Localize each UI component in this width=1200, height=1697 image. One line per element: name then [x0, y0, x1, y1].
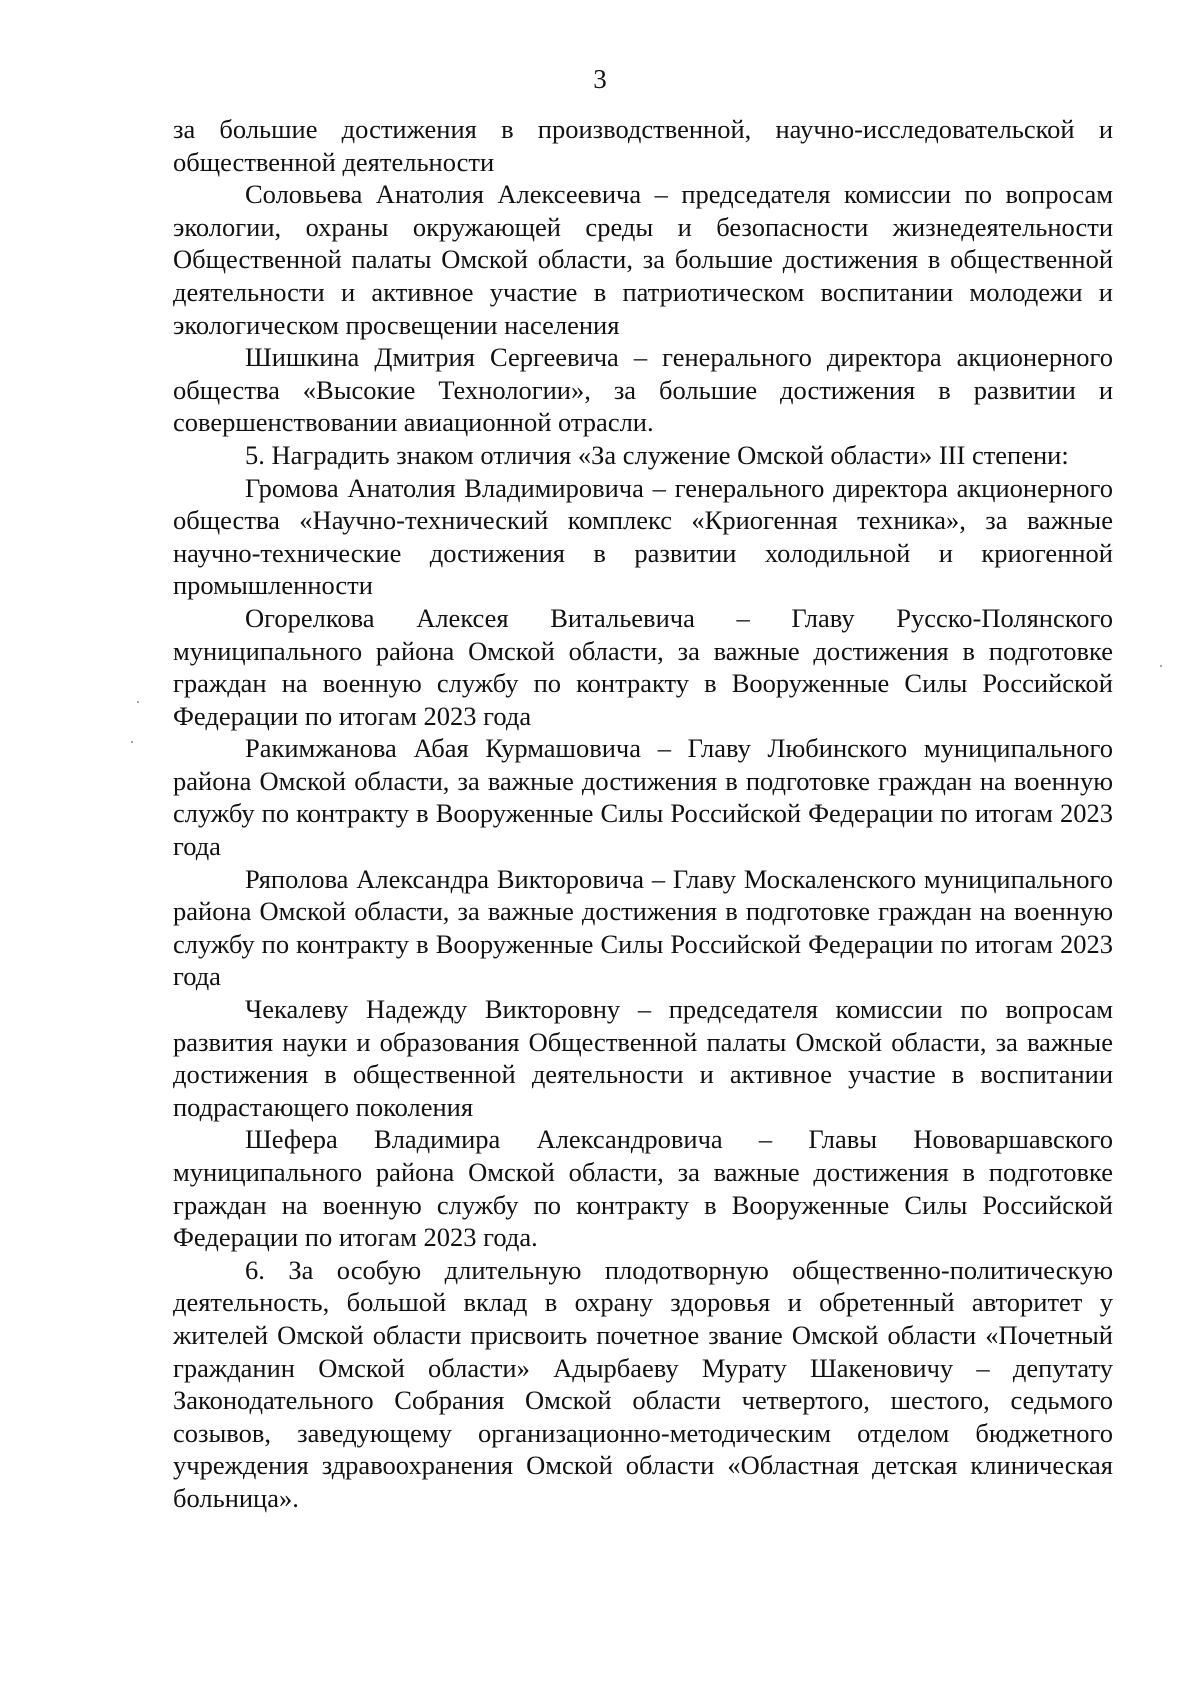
scan-speck — [137, 701, 139, 703]
paragraph-award-ogorelkov: Огорелкова Алексея Витальевича – Главу Русско-Полянского муниципального района Омской области, за важные достижения в подготовке граждан на военную службу по контракту в Вооруженные Силы Российской Федерации по итогам 2023 года — [173, 602, 1113, 731]
paragraph-award-solovyev: Соловьева Анатолия Алексеевича – председателя комиссии по вопросам экологии, охраны окружающей среды и безопасности жизнедеятельности Общественной палаты Омской области, за большие достижения в общественной деятельности и активное участие в патриотическом воспитании молодежи и экологическом просвещении населения — [173, 179, 1113, 340]
paragraph-award-chekaleva: Чекалеву Надежду Викторовну – председателя комиссии по вопросам развития науки и образования Общественной палаты Омской области, за важные достижения в общественной деятельности и активное участие в воспитании подрастающего поколения — [173, 994, 1113, 1122]
paragraph-item-5: 5. Наградить знаком отличия «За служение Омской области» III степени: — [245, 439, 1069, 470]
paragraph-continuation: за большие достижения в производственной, научно-исследовательской и общественной деятельности — [173, 114, 1113, 177]
paragraph-award-ryapolov: Ряполова Александра Викторовича – Главу Москаленского муниципального района Омской области, за важные достижения в подготовке граждан на военную службу по контракту в Вооруженные Силы Российской Федерации по итогам 2023 года — [173, 863, 1113, 992]
paragraph-item-6: 6. За особую длительную плодотворную общественно-политическую деятельность, большой вклад в охрану здоровья и обретенный авторитет у жителей Омской области присвоить почетное звание Омской области «Почетный гражданин Омской области» Адырбаеву Мурату Шакеновичу – депутату Законодательного Собрания Омской области четвертого, шестого, седьмого созывов, заведующему организационно-методическим отделом бюджетного учреждения здравоохранения Омской области «Областная детская клиническая больница». — [173, 1254, 1113, 1513]
paragraph-award-rakimzhanov: Ракимжанова Абая Курмашовича – Главу Любинского муниципального района Омской области, за важные достижения в подготовке граждан на военную службу по контракту в Вооруженные Силы Российской Федерации по итогам 2023 года — [173, 733, 1113, 862]
document-body — [173, 113, 1113, 1515]
paragraph-award-shefer: Шефера Владимира Александровича – Главы Нововаршавского муниципального района Омской области, за важные достижения в подготовке граждан на военную службу по контракту в Вооруженные Силы Российской Федерации по итогам 2023 года. — [173, 1124, 1113, 1253]
scan-speck — [1160, 665, 1162, 667]
paragraph-award-gromov: Громова Анатолия Владимировича – генерального директора акционерного общества «Научно-технический комплекс «Криогенная техника», за важные научно-технические достижения в развитии холодильной и криогенной промышленности — [173, 472, 1113, 601]
page-number: 3 — [593, 64, 607, 94]
paragraph-award-shishkin: Шишкина Дмитрия Сергеевича – генерального директора акционерного общества «Высокие Технологии», за большие достижения в развитии и совершенствовании авиационной отрасли. — [173, 342, 1113, 438]
scan-speck — [131, 741, 133, 743]
